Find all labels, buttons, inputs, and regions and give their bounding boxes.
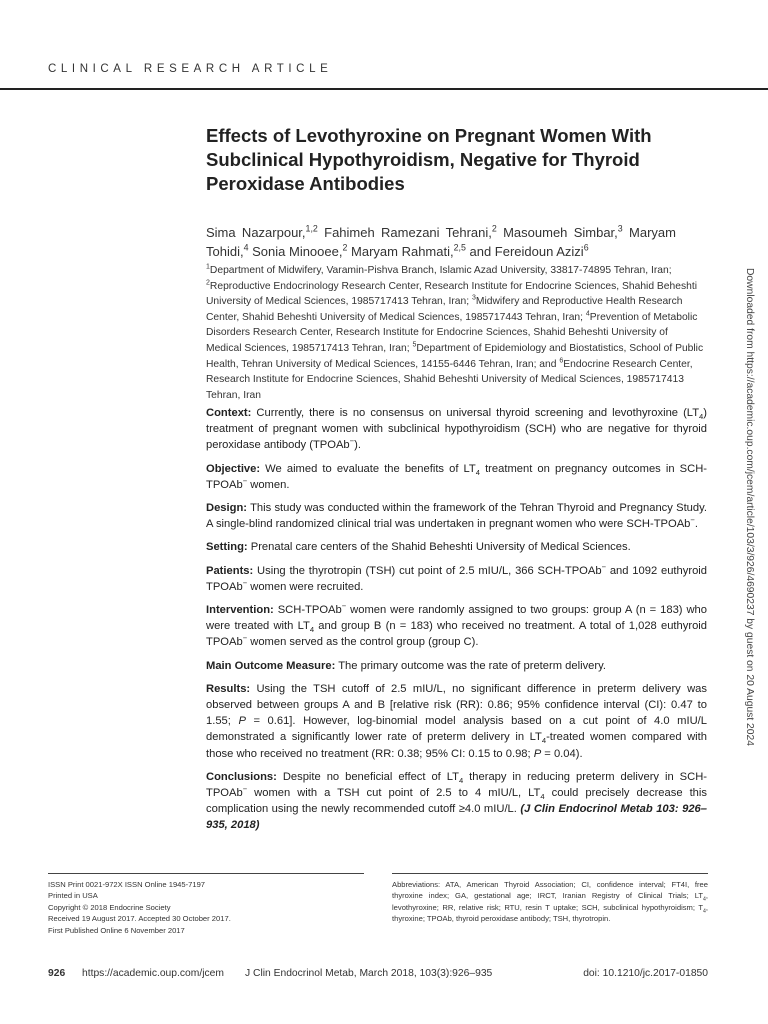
text-run: and 1092 euthyroid TPOAb [206,564,708,593]
text-run: , thyroxine; TPOAb, thyroid peroxidase antibody; TSH, thyrotropin. [392,902,708,924]
design-label: Design: [206,502,248,515]
abstract-objective [206,461,707,493]
page-footer [48,968,708,982]
setting-label: Setting: [206,541,248,554]
text-run: We aimed to evaluate the benefits of LT [260,462,476,475]
abstract-context [206,405,707,454]
superscript: − [242,633,248,643]
text-run: therapy in reducing preterm delivery in SCH-TPOAb [206,770,707,800]
author-affil-ref: 6 [583,242,589,253]
download-note: Downloaded from https://academic.oup.com/jcem/article/103/3/926/4690237 by guest on 20 August 2024 [744,268,755,746]
abstract [206,405,707,841]
journal-url[interactable]: https://academic.oup.com/jcem [82,968,224,979]
author-name: and Fereidoun Azizi [469,244,584,259]
published-line: First Published Online 6 November 2017 [48,925,185,935]
author-name: Maryam Tohidi, [206,225,676,259]
page-number: 926 [48,968,66,979]
subscript: 4 [699,412,704,422]
subscript: 4 [703,896,706,903]
abstract-results [206,681,707,762]
context-label: Context: [206,407,252,419]
abstract-outcome [206,658,707,674]
text-run: Despite no beneficial effect of LT [276,770,459,783]
patients-label: Patients: [206,564,254,577]
article-title: Effects of Levothyroxine on Pregnant Women With Subclinical Hypothyroidism, Negative for Thyroid Peroxidase Antibodies [206,125,652,194]
subscript: 4 [541,736,547,746]
doi-link[interactable]: doi: 10.1210/jc.2017-01850 [583,968,708,979]
footer-citation: J Clin Endocrinol Metab, March 2018, 103(3):926–935 [245,968,493,979]
abstract-intervention [206,602,707,651]
affil-text: Department of Epidemiology and Biostatistics, School of Public Health, Tehran University of Medical Sciences, 14155-6446 Tehran, Iran; and [206,342,704,370]
copyright-line: Copyright © 2018 Endocrine Society [48,902,171,912]
text-run: = 0.61]. However, log-binomial model analysis based on a cut point of 4.0 mIU/L demonstrated a significantly lower rate of preterm delivery in LT [206,715,707,744]
text-run: ). [354,439,361,452]
publication-info [48,879,348,936]
subscript: 4 [475,467,480,477]
abstract-design [206,500,707,532]
subscript: 4 [309,625,315,635]
text-run: = 0.04). [541,747,583,760]
affil-text: Midwifery and Reproductive Health Research Center, Shahid Beheshti University of Medical Sciences, 1985717443 Tehran, Iran; [206,296,683,323]
received-line: Received 19 August 2017. Accepted 30 October 2017. [48,914,231,924]
author-name: Sonia Minooee, [252,244,343,259]
text-run: SCH-TPOAb [273,604,342,617]
superscript: − [242,476,248,486]
objective-label: Objective: [206,462,261,475]
author-list [206,223,676,261]
superscript: − [242,784,248,794]
p-symbol: P [533,747,542,760]
outcome-label: Main Outcome Measure: [206,659,336,672]
subscript: 4 [703,908,706,915]
header-rule [0,88,768,90]
author-affil-ref: 2 [342,242,348,253]
text-run: , levothyroxine; RR, relative risk; RTU, resin T uptake; SCH, subclinical hypothyroidism; T [392,891,708,912]
printed-line: Printed in USA [48,891,98,901]
author-name: Fahimeh Ramezani Tehrani, [324,225,492,240]
author-name: Masoumeh Simbar, [503,225,618,240]
text-run: women were randomly assigned to two groups: group A (n = 183) who were treated with LT [206,604,707,633]
text-run: The primary outcome was the rate of preterm delivery. [335,659,606,672]
abstract-conclusions [206,769,707,834]
text-run: and group B (n = 183) who received no treatment. A total of 1,028 euthyroid TPOAb [206,620,708,649]
superscript: − [341,601,347,611]
affil-text: Department of Midwifery, Varamin-Pishva Branch, Islamic Azad University, 33817-74895 Tehran, Iran; [209,265,672,276]
issn-line: ISSN Print 0021-972X ISSN Online 1945-7197 [48,880,206,889]
text-run: women were recruited. [247,580,364,593]
footnote-rule-left [48,873,364,874]
affil-number: 2 [206,279,210,287]
text-run: Abbreviations: ATA, American Thyroid Association; CI, confidence interval; FT4I, free thyroxine index; GA, gestational age; IRCT, Iranian Registry of Clinical Trials; LT [392,880,708,901]
text-run: women served as the control group (group C). [247,636,479,649]
abstract-patients [206,563,707,595]
superscript: − [601,561,607,571]
text-run: . [694,518,698,531]
author-affil-ref: 4 [243,242,249,253]
text-run: Using the thyrotropin (TSH) cut point of 2.5 mIU/L, 366 SCH-TPOAb [253,564,602,577]
affil-text: Endocrine Research Center, Research Institute for Endocrine Sciences, Shahid Beheshti University of Medical Sciences, 1985717413 Tehran, Iran [206,358,693,401]
results-label: Results: [206,682,251,695]
affil-number: 5 [412,341,417,349]
subscript: 4 [540,792,545,802]
intervention-label: Intervention: [206,604,274,617]
text-run: Currently, there is no consensus on universal thyroid screening and levothyroxine (LT [251,407,700,419]
author-affil-ref: 3 [617,223,623,234]
text-run: could precisely decrease this complication using the newly recommended cutoff ≥4.0 mIU/L. [206,787,707,816]
author-affil-ref: 2,5 [453,242,466,253]
section-label: CLINICAL RESEARCH ARTICLE [48,63,333,75]
affil-number: 4 [585,310,590,318]
affil-number: 1 [206,263,210,271]
affil-text: Prevention of Metabolic Disorders Research Center, Research Institute for Endocrine Sciences, Shahid Beheshti University of Medical Sciences, 1985717413 Tehran, Iran; [206,311,698,354]
text-run: -treated women compared with those who received no treatment (RR: 0.38; 95% CI: 0.15 to 0.98; [206,731,707,760]
affil-text: Reproductive Endocrinology Research Center, Research Institute for Endocrine Sciences, Shahid Beheshti University of Medical Sciences, 1985717413 Tehran, Iran; [206,280,697,308]
abbreviations-note [392,879,708,925]
author-name: Maryam Rahmati, [351,244,454,259]
affil-number: 6 [559,357,564,365]
author-affil-ref: 1,2 [305,223,318,234]
superscript: − [690,515,695,525]
text-run: women. [247,478,290,491]
conclusions-label: Conclusions: [206,770,277,783]
text-run: ) treatment of pregnant women with subclinical hypothyroidism (SCH) who are negative for thyroid peroxidase antibody (TPOAb [206,407,707,452]
text-run: Prenatal care centers of the Shahid Beheshti University of Medical Sciences. [247,541,631,554]
affil-number: 3 [471,294,476,302]
superscript: − [349,436,355,446]
footnote-rule-right [392,873,708,874]
text-run: treatment on pregnancy outcomes in SCH-TPOAb [206,462,707,491]
text-run: women with a TSH cut point of 2.5 to 4 mIU/L, LT [247,787,541,800]
subscript: 4 [458,776,464,786]
superscript: − [242,578,248,588]
text-run: Using the TSH cutoff of 2.5 mIU/L, no significant difference in preterm delivery was observed between groups A and B [relative risk (RR): 0.86; 95% confidence interval (CI): 0.47 to 1.55; [206,682,707,728]
text-run: This study was conducted within the framework of the Tehran Thyroid and Pregnancy Study. A single-blind randomized clinical trial was undertaken in pregnant women who were SCH-TPOAb [206,502,707,531]
affiliations [206,263,706,403]
abstract-setting [206,539,707,555]
author-affil-ref: 2 [491,223,497,234]
author-name: Sima Nazarpour, [206,225,306,240]
journal-citation: (J Clin Endocrinol Metab 103: 926–935, 2018) [206,803,707,832]
p-symbol: P [238,715,246,728]
